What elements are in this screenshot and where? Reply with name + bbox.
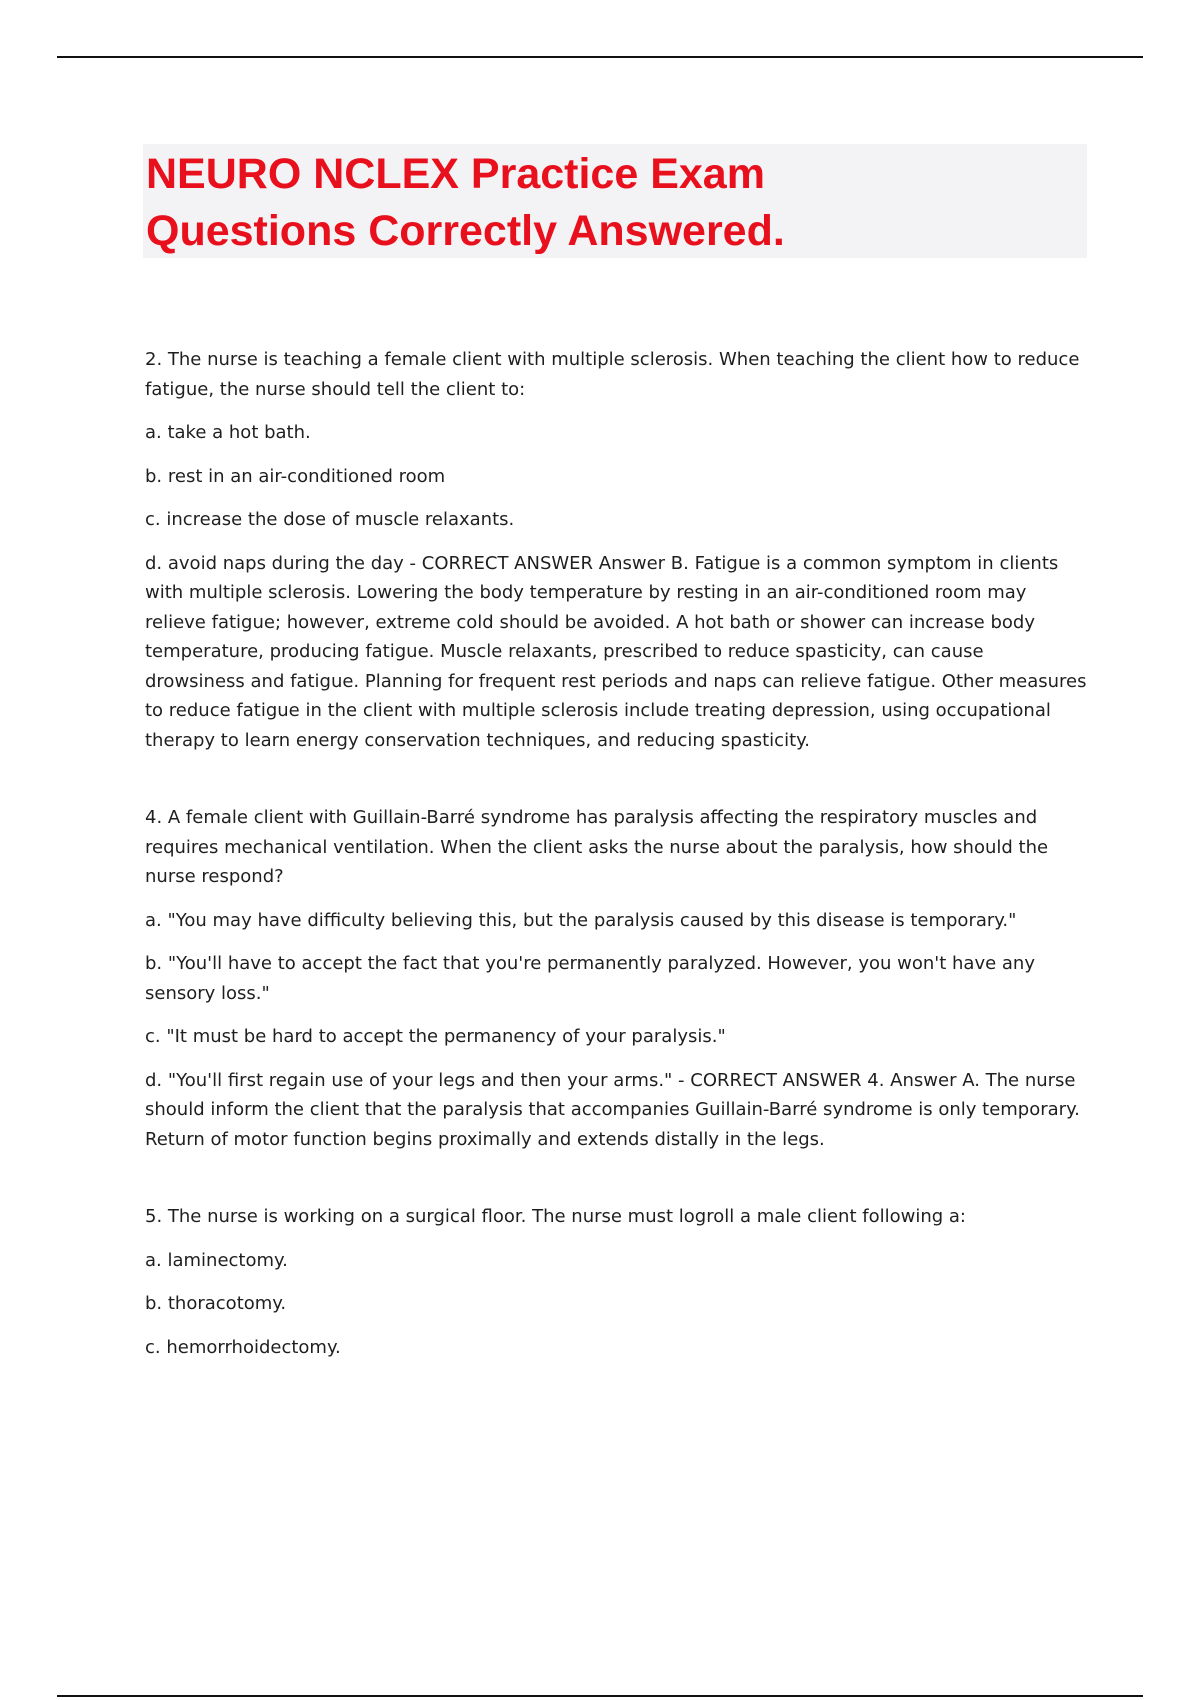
bottom-rule (57, 1695, 1143, 1697)
answer-option-c: c. "It must be hard to accept the permanency of your paralysis." (145, 1026, 726, 1047)
answer-option-c: c. increase the dose of muscle relaxants. (145, 509, 515, 530)
question-5 (145, 1202, 1087, 1362)
question-stem: 5. The nurse is working on a surgical floor. The nurse must logroll a male client following a: (145, 1206, 966, 1227)
question-4 (145, 803, 1087, 1154)
document-title-line-1: NEURO NCLEX Practice Exam (146, 150, 765, 198)
answer-option-b: b. "You'll have to accept the fact that you're permanently paralyzed. However, you won't have any sensory loss." (145, 953, 1035, 1004)
answer-option-a: a. take a hot bath. (145, 422, 311, 443)
question-stem: 4. A female client with Guillain-Barré syndrome has paralysis affecting the respiratory muscles and requires mechanical ventilation. When the client asks the nurse about the paralysis, how should the nurse respond? (145, 807, 1049, 887)
answer-option-d-with-rationale: d. "You'll first regain use of your legs and then your arms." - CORRECT ANSWER 4. Answer A. The nurse should inform the client that the paralysis that accompanies Guillain-Barré syndrome is only temporary. Return of motor function begins proximally and extends distally in the legs. (145, 1069, 1080, 1150)
document-body (145, 345, 1087, 1410)
answer-option-b: b. rest in an air-conditioned room (145, 465, 446, 487)
answer-option-b: b. thoracotomy. (145, 1293, 287, 1314)
answer-option-c: c. hemorrhoidectomy. (145, 1336, 341, 1358)
document-title-line-2: Questions Correctly Answered. (146, 207, 785, 255)
top-rule (57, 56, 1143, 58)
question-stem: 2. The nurse is teaching a female client with multiple sclerosis. When teaching the client how to reduce fatigue, the nurse should tell the client to: (145, 349, 1080, 400)
answer-option-a: a. "You may have difficulty believing this, but the paralysis caused by this disease is temporary." (145, 909, 1017, 931)
question-2 (145, 345, 1087, 755)
answer-option-a: a. laminectomy. (145, 1249, 288, 1271)
answer-option-d-with-rationale: d. avoid naps during the day - CORRECT ANSWER Answer B. Fatigue is a common symptom in clients with multiple sclerosis. Lowering the body temperature by resting in an air-conditioned room may relieve fatigue; however, extreme cold should be avoided. A hot bath or shower can increase body temperature, producing fatigue. Muscle relaxants, prescribed to reduce spasticity, can cause drowsiness and fatigue. Planning for frequent rest periods and naps can relieve fatigue. Other measures to reduce fatigue in the client with multiple sclerosis include treating depression, using occupational therapy to learn energy conservation techniques, and reducing spasticity. (145, 552, 1087, 751)
